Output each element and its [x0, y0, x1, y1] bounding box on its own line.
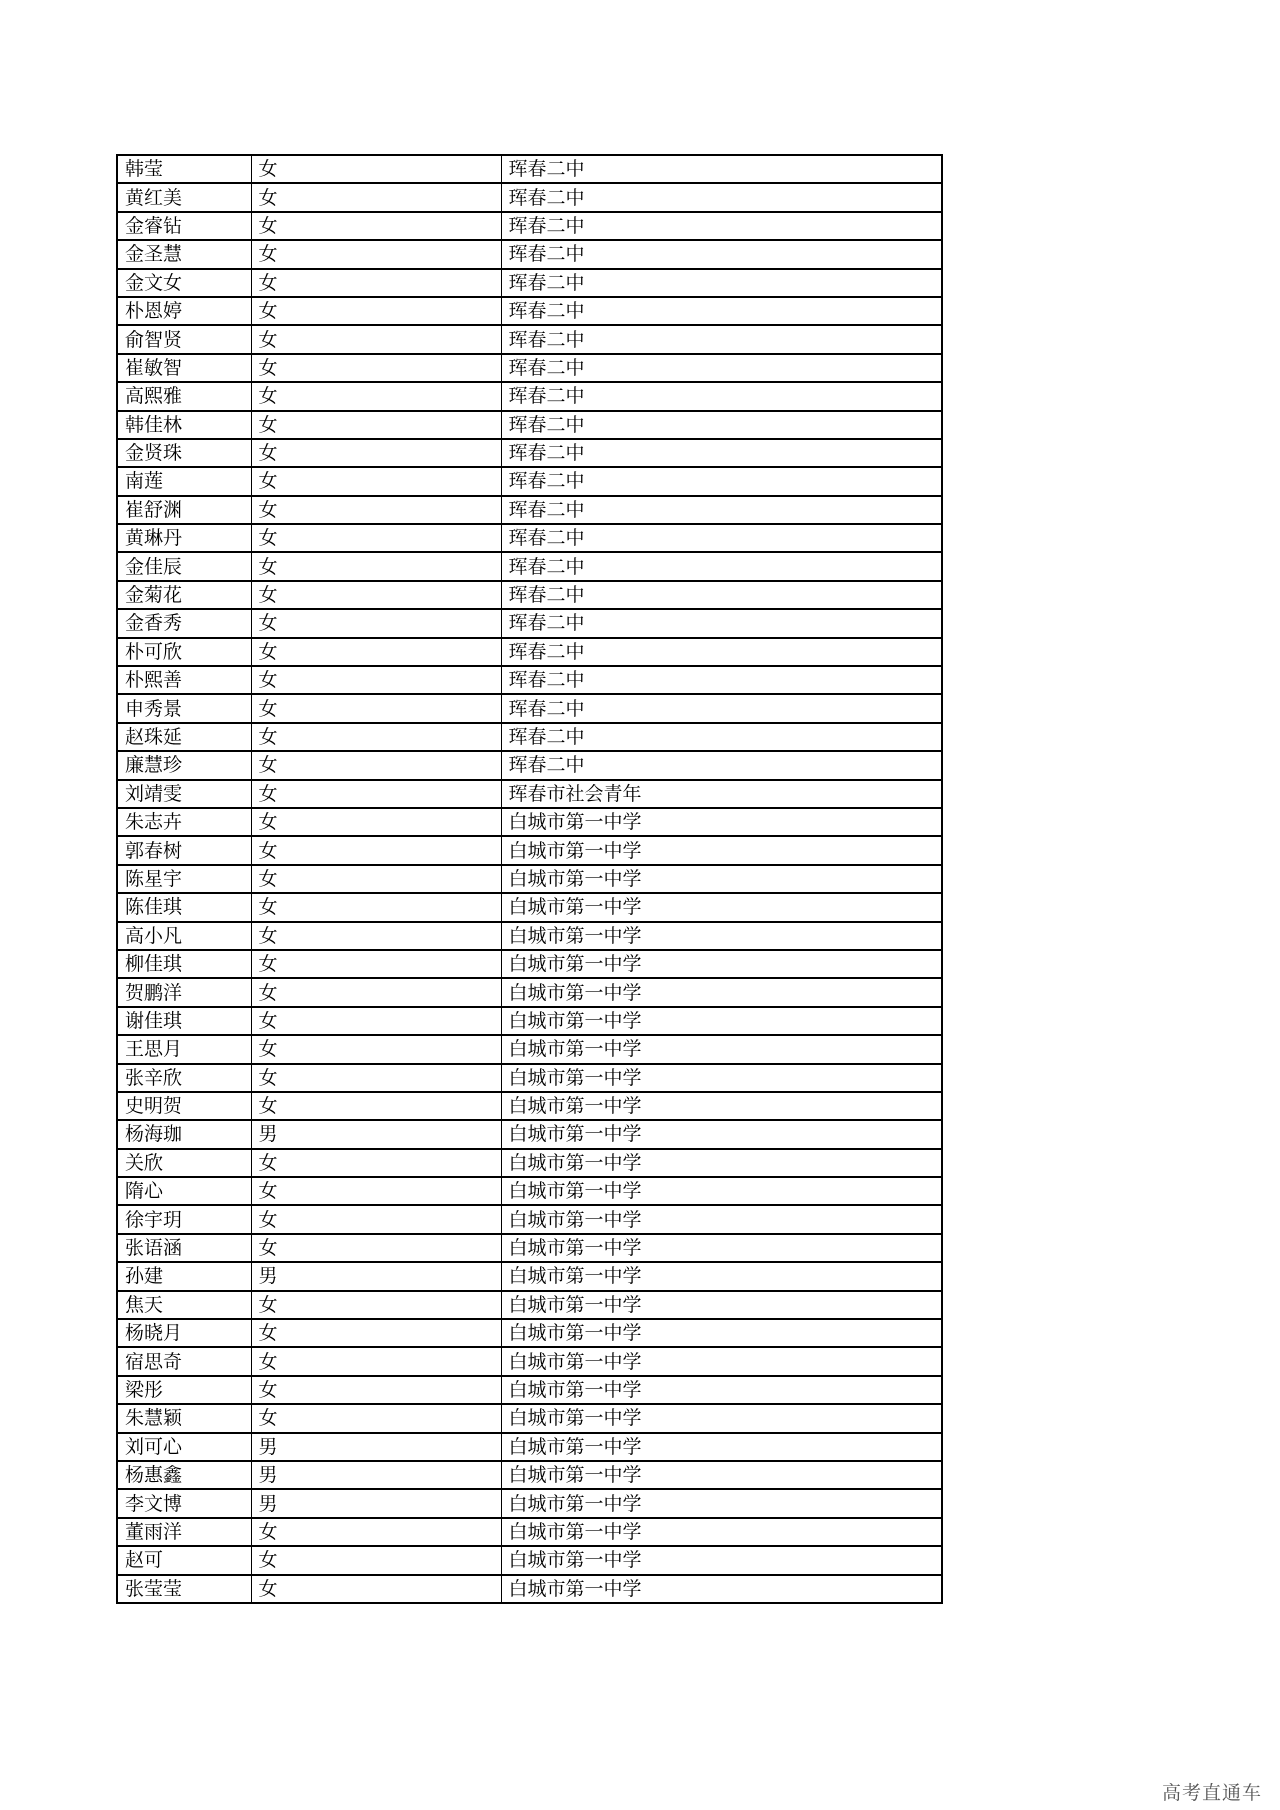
- school-cell: 珲春二中: [501, 240, 942, 268]
- name-cell: 宿思奇: [117, 1347, 251, 1375]
- name-cell: 黄红美: [117, 183, 251, 211]
- table-row: [117, 978, 942, 1006]
- gender-cell: 男: [251, 1433, 501, 1461]
- school-cell: 白城市第一中学: [501, 1433, 942, 1461]
- name-cell: 朴可欣: [117, 638, 251, 666]
- name-cell: 张语涵: [117, 1234, 251, 1262]
- school-cell: 白城市第一中学: [501, 1461, 942, 1489]
- gender-cell: 女: [251, 1177, 501, 1205]
- name-cell: 金贤珠: [117, 439, 251, 467]
- table-row: [117, 1064, 942, 1092]
- school-cell: 白城市第一中学: [501, 950, 942, 978]
- name-cell: 贺鹏洋: [117, 978, 251, 1006]
- gender-cell: 女: [251, 694, 501, 722]
- name-cell: 隋心: [117, 1177, 251, 1205]
- school-cell: 白城市第一中学: [501, 1234, 942, 1262]
- gender-cell: 女: [251, 439, 501, 467]
- name-cell: 陈佳琪: [117, 893, 251, 921]
- table-row: [117, 1234, 942, 1262]
- name-cell: 金圣慧: [117, 240, 251, 268]
- school-cell: 珲春二中: [501, 467, 942, 495]
- gender-cell: 女: [251, 893, 501, 921]
- gender-cell: 女: [251, 1007, 501, 1035]
- gender-cell: 女: [251, 609, 501, 637]
- school-cell: 白城市第一中学: [501, 1575, 942, 1603]
- table-row: [117, 183, 942, 211]
- school-cell: 珲春二中: [501, 638, 942, 666]
- gender-cell: 男: [251, 1120, 501, 1148]
- table-row: [117, 922, 942, 950]
- table-row: [117, 1177, 942, 1205]
- table-row: [117, 1120, 942, 1148]
- gender-cell: 女: [251, 950, 501, 978]
- school-cell: 白城市第一中学: [501, 1177, 942, 1205]
- name-cell: 史明贺: [117, 1092, 251, 1120]
- name-cell: 张辛欣: [117, 1064, 251, 1092]
- name-cell: 崔敏智: [117, 354, 251, 382]
- school-cell: 珲春二中: [501, 723, 942, 751]
- name-cell: 金佳辰: [117, 552, 251, 580]
- gender-cell: 女: [251, 496, 501, 524]
- table-row: [117, 865, 942, 893]
- table-row: [117, 496, 942, 524]
- table-row: [117, 1291, 942, 1319]
- school-cell: 珲春二中: [501, 411, 942, 439]
- name-cell: 赵可: [117, 1546, 251, 1574]
- table-row: [117, 524, 942, 552]
- name-cell: 朱慧颖: [117, 1404, 251, 1432]
- gender-cell: 女: [251, 240, 501, 268]
- name-cell: 关欣: [117, 1149, 251, 1177]
- gender-cell: 女: [251, 1149, 501, 1177]
- gender-cell: 女: [251, 155, 501, 183]
- school-cell: 白城市第一中学: [501, 1291, 942, 1319]
- table-row: [117, 1518, 942, 1546]
- school-cell: 白城市第一中学: [501, 1064, 942, 1092]
- name-cell: 黄琳丹: [117, 524, 251, 552]
- name-cell: 陈星宇: [117, 865, 251, 893]
- table-row: [117, 638, 942, 666]
- gender-cell: 女: [251, 1376, 501, 1404]
- table-row: [117, 269, 942, 297]
- gender-cell: 女: [251, 922, 501, 950]
- name-cell: 金菊花: [117, 581, 251, 609]
- gender-cell: 女: [251, 212, 501, 240]
- school-cell: 白城市第一中学: [501, 1120, 942, 1148]
- gender-cell: 女: [251, 325, 501, 353]
- table-row: [117, 1262, 942, 1290]
- table-row: [117, 1347, 942, 1375]
- name-cell: 李文博: [117, 1489, 251, 1517]
- gender-cell: 男: [251, 1262, 501, 1290]
- gender-cell: 女: [251, 780, 501, 808]
- roster-table-body: [117, 155, 942, 1603]
- school-cell: 珲春二中: [501, 382, 942, 410]
- name-cell: 韩佳林: [117, 411, 251, 439]
- name-cell: 高熙雅: [117, 382, 251, 410]
- table-row: [117, 552, 942, 580]
- school-cell: 珲春二中: [501, 354, 942, 382]
- roster-table: [116, 154, 943, 1604]
- gender-cell: 女: [251, 411, 501, 439]
- table-row: [117, 240, 942, 268]
- school-cell: 珲春二中: [501, 581, 942, 609]
- name-cell: 刘靖雯: [117, 780, 251, 808]
- gender-cell: 女: [251, 269, 501, 297]
- gender-cell: 女: [251, 808, 501, 836]
- school-cell: 白城市第一中学: [501, 978, 942, 1006]
- table-row: [117, 1205, 942, 1233]
- table-row: [117, 411, 942, 439]
- name-cell: 金文女: [117, 269, 251, 297]
- table-row: [117, 212, 942, 240]
- school-cell: 白城市第一中学: [501, 808, 942, 836]
- table-row: [117, 950, 942, 978]
- table-row: [117, 751, 942, 779]
- school-cell: 珲春二中: [501, 751, 942, 779]
- table-row: [117, 808, 942, 836]
- table-row: [117, 1433, 942, 1461]
- school-cell: 珲春二中: [501, 609, 942, 637]
- gender-cell: 女: [251, 1234, 501, 1262]
- school-cell: 珲春二中: [501, 212, 942, 240]
- name-cell: 高小凡: [117, 922, 251, 950]
- school-cell: 白城市第一中学: [501, 1035, 942, 1063]
- school-cell: 白城市第一中学: [501, 836, 942, 864]
- name-cell: 柳佳琪: [117, 950, 251, 978]
- table-row: [117, 609, 942, 637]
- gender-cell: 女: [251, 183, 501, 211]
- name-cell: 杨惠鑫: [117, 1461, 251, 1489]
- school-cell: 白城市第一中学: [501, 1404, 942, 1432]
- table-row: [117, 1489, 942, 1517]
- name-cell: 朱志卉: [117, 808, 251, 836]
- gender-cell: 女: [251, 1035, 501, 1063]
- name-cell: 赵珠延: [117, 723, 251, 751]
- gender-cell: 男: [251, 1489, 501, 1517]
- table-row: [117, 1575, 942, 1603]
- table-row: [117, 439, 942, 467]
- name-cell: 杨海珈: [117, 1120, 251, 1148]
- gender-cell: 女: [251, 1092, 501, 1120]
- table-row: [117, 354, 942, 382]
- school-cell: 珲春二中: [501, 496, 942, 524]
- school-cell: 白城市第一中学: [501, 1319, 942, 1347]
- school-cell: 白城市第一中学: [501, 922, 942, 950]
- school-cell: 白城市第一中学: [501, 1092, 942, 1120]
- name-cell: 朴熙善: [117, 666, 251, 694]
- name-cell: 廉慧珍: [117, 751, 251, 779]
- gender-cell: 女: [251, 751, 501, 779]
- school-cell: 白城市第一中学: [501, 893, 942, 921]
- name-cell: 申秀景: [117, 694, 251, 722]
- table-row: [117, 297, 942, 325]
- name-cell: 王思月: [117, 1035, 251, 1063]
- gender-cell: 女: [251, 1291, 501, 1319]
- table-row: [117, 155, 942, 183]
- gender-cell: 男: [251, 1461, 501, 1489]
- school-cell: 白城市第一中学: [501, 1489, 942, 1517]
- gender-cell: 女: [251, 552, 501, 580]
- name-cell: 谢佳琪: [117, 1007, 251, 1035]
- school-cell: 珲春二中: [501, 297, 942, 325]
- table-row: [117, 1149, 942, 1177]
- table-row: [117, 780, 942, 808]
- gender-cell: 女: [251, 723, 501, 751]
- gender-cell: 女: [251, 581, 501, 609]
- gender-cell: 女: [251, 978, 501, 1006]
- name-cell: 梁彤: [117, 1376, 251, 1404]
- table-row: [117, 1546, 942, 1574]
- gender-cell: 女: [251, 638, 501, 666]
- table-row: [117, 382, 942, 410]
- table-row: [117, 1404, 942, 1432]
- gender-cell: 女: [251, 1518, 501, 1546]
- school-cell: 珲春二中: [501, 155, 942, 183]
- table-row: [117, 1035, 942, 1063]
- name-cell: 韩莹: [117, 155, 251, 183]
- table-row: [117, 581, 942, 609]
- gender-cell: 女: [251, 467, 501, 495]
- gender-cell: 女: [251, 524, 501, 552]
- school-cell: 白城市第一中学: [501, 865, 942, 893]
- table-row: [117, 694, 942, 722]
- school-cell: 白城市第一中学: [501, 1149, 942, 1177]
- gender-cell: 女: [251, 1347, 501, 1375]
- name-cell: 董雨洋: [117, 1518, 251, 1546]
- gender-cell: 女: [251, 666, 501, 694]
- table-row: [117, 467, 942, 495]
- school-cell: 珲春二中: [501, 325, 942, 353]
- name-cell: 孙建: [117, 1262, 251, 1290]
- table-row: [117, 1092, 942, 1120]
- name-cell: 金香秀: [117, 609, 251, 637]
- school-cell: 珲春二中: [501, 694, 942, 722]
- school-cell: 珲春二中: [501, 552, 942, 580]
- name-cell: 金睿钻: [117, 212, 251, 240]
- table-row: [117, 1461, 942, 1489]
- gender-cell: 女: [251, 1575, 501, 1603]
- name-cell: 焦天: [117, 1291, 251, 1319]
- table-row: [117, 723, 942, 751]
- gender-cell: 女: [251, 1546, 501, 1574]
- school-cell: 白城市第一中学: [501, 1546, 942, 1574]
- name-cell: 张莹莹: [117, 1575, 251, 1603]
- gender-cell: 女: [251, 1404, 501, 1432]
- gender-cell: 女: [251, 297, 501, 325]
- gender-cell: 女: [251, 382, 501, 410]
- school-cell: 珲春市社会青年: [501, 780, 942, 808]
- name-cell: 杨晓月: [117, 1319, 251, 1347]
- gender-cell: 女: [251, 865, 501, 893]
- school-cell: 珲春二中: [501, 524, 942, 552]
- school-cell: 白城市第一中学: [501, 1347, 942, 1375]
- name-cell: 崔舒渊: [117, 496, 251, 524]
- school-cell: 珲春二中: [501, 269, 942, 297]
- school-cell: 白城市第一中学: [501, 1007, 942, 1035]
- gender-cell: 女: [251, 354, 501, 382]
- school-cell: 白城市第一中学: [501, 1205, 942, 1233]
- table-row: [117, 1319, 942, 1347]
- name-cell: 俞智贤: [117, 325, 251, 353]
- gender-cell: 女: [251, 836, 501, 864]
- gender-cell: 女: [251, 1205, 501, 1233]
- name-cell: 南莲: [117, 467, 251, 495]
- name-cell: 刘可心: [117, 1433, 251, 1461]
- school-cell: 白城市第一中学: [501, 1518, 942, 1546]
- name-cell: 朴恩婷: [117, 297, 251, 325]
- table-row: [117, 325, 942, 353]
- table-row: [117, 893, 942, 921]
- name-cell: 郭春树: [117, 836, 251, 864]
- gender-cell: 女: [251, 1319, 501, 1347]
- table-row: [117, 1376, 942, 1404]
- table-row: [117, 836, 942, 864]
- watermark-text: 高考直通车: [1161, 1782, 1262, 1804]
- school-cell: 白城市第一中学: [501, 1262, 942, 1290]
- gender-cell: 女: [251, 1064, 501, 1092]
- table-row: [117, 1007, 942, 1035]
- school-cell: 珲春二中: [501, 439, 942, 467]
- name-cell: 徐宇玥: [117, 1205, 251, 1233]
- table-row: [117, 666, 942, 694]
- school-cell: 珲春二中: [501, 183, 942, 211]
- school-cell: 白城市第一中学: [501, 1376, 942, 1404]
- school-cell: 珲春二中: [501, 666, 942, 694]
